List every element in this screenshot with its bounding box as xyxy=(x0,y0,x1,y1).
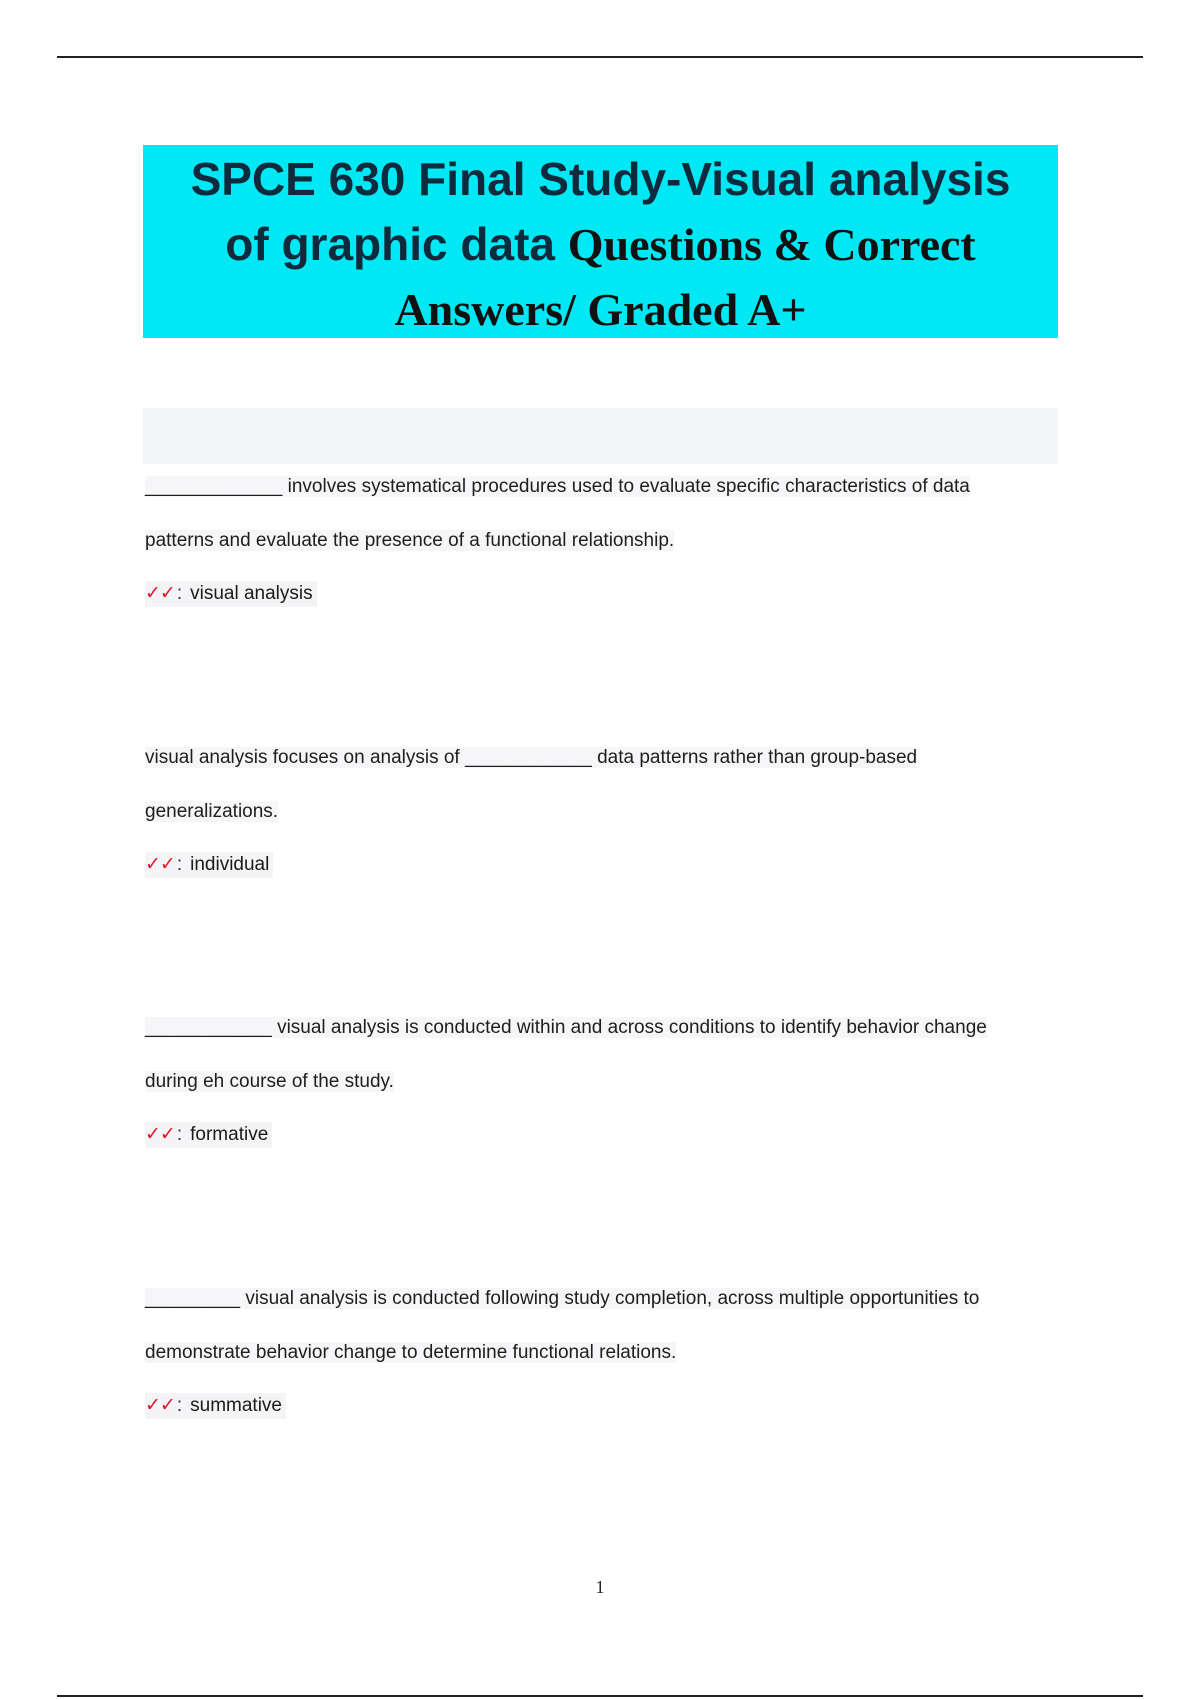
question-line-1: visual analysis focuses on analysis of ____________ data patterns rather than group-based xyxy=(145,747,918,768)
title-line-2 xyxy=(143,212,1058,277)
question-block-2 xyxy=(145,731,1045,878)
answer-row xyxy=(145,1393,286,1419)
answer-text: individual xyxy=(190,854,270,875)
title-text-serif-3: Answers/ Graded A+ xyxy=(394,284,807,335)
question-block-4 xyxy=(145,1272,1045,1419)
question-line-2: during eh course of the study. xyxy=(145,1071,394,1092)
top-rule xyxy=(57,56,1143,58)
title-line-3 xyxy=(143,277,1058,342)
question-line-1: ____________ visual analysis is conducted within and across conditions to identify behavior change xyxy=(145,1017,987,1038)
question-text xyxy=(145,460,1045,568)
question-line-2: generalizations. xyxy=(145,801,279,822)
double-check-icon: ✓✓ xyxy=(145,854,175,875)
answer-row xyxy=(145,852,273,878)
question-line-1: _____________ involves systematical procedures used to evaluate specific characteristics of data xyxy=(145,476,970,497)
answer-row xyxy=(145,1122,272,1148)
question-text xyxy=(145,731,1045,839)
question-block-1 xyxy=(145,460,1045,607)
question-text xyxy=(145,1001,1045,1109)
answer-text: summative xyxy=(190,1395,282,1416)
shaded-band xyxy=(143,408,1058,464)
answer-colon: : xyxy=(176,1124,183,1145)
title-text-serif-2: Questions & Correct xyxy=(567,219,976,270)
question-block-3 xyxy=(145,1001,1045,1148)
bottom-rule xyxy=(57,1695,1143,1697)
question-text xyxy=(145,1272,1045,1380)
answer-text: formative xyxy=(190,1124,269,1145)
question-line-1: _________ visual analysis is conducted following study completion, across multiple opportunities to xyxy=(145,1288,980,1309)
question-line-2: patterns and evaluate the presence of a functional relationship. xyxy=(145,530,675,551)
question-line-2: demonstrate behavior change to determine functional relations. xyxy=(145,1342,677,1363)
title-text-sans-1: SPCE 630 Final Study-Visual analysis xyxy=(190,153,1011,205)
double-check-icon: ✓✓ xyxy=(145,583,175,604)
title-text-sans-2: of graphic data xyxy=(225,218,555,270)
double-check-icon: ✓✓ xyxy=(145,1395,175,1416)
answer-colon: : xyxy=(176,854,183,875)
answer-row xyxy=(145,581,317,607)
document-title-banner xyxy=(143,145,1058,338)
title-line-1 xyxy=(143,147,1058,212)
answer-colon: : xyxy=(176,1395,183,1416)
answer-colon: : xyxy=(176,583,183,604)
page-number: 1 xyxy=(595,1577,605,1597)
answer-text: visual analysis xyxy=(190,583,313,604)
double-check-icon: ✓✓ xyxy=(145,1124,175,1145)
